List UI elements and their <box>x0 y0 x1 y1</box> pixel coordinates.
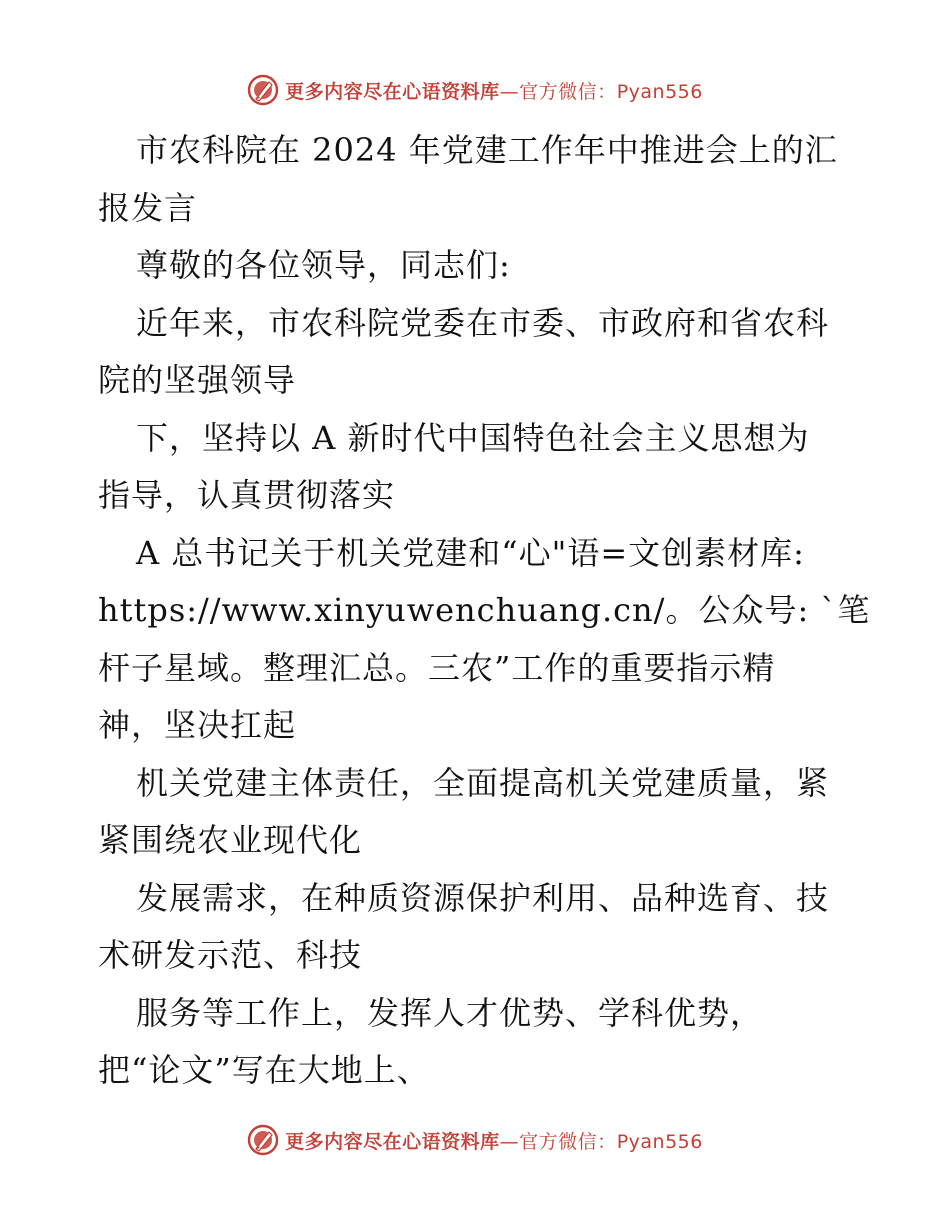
paragraph-line: 院的坚强领导 <box>98 361 297 399</box>
paragraph-line: 服务等工作上，发挥人才优势、学科优势， <box>136 993 764 1032</box>
watermark-label: 官方微信： <box>519 1130 617 1153</box>
watermark-text <box>285 77 703 104</box>
paragraph-line: 紧围绕农业现代化 <box>98 821 363 859</box>
pen-logo-icon <box>247 1124 279 1156</box>
paragraph-line: 把“论文”写在大地上、 <box>98 1051 430 1089</box>
paragraph-line: 下，坚持以 A 新时代中国特色社会主义思想为 <box>136 418 810 457</box>
footer-watermark-banner <box>0 1120 950 1160</box>
paragraph-line: 机关党建主体责任，全面提高机关党建质量，紧 <box>136 763 830 802</box>
document-title-line-2: 报发言 <box>98 188 198 227</box>
watermark-dash: — <box>499 80 520 103</box>
paragraph-line: 杆子星域。整理汇总。三农”工作的重要指示精 <box>98 648 776 687</box>
watermark-slogan: 更多内容尽在心语资料库 <box>285 80 500 103</box>
header-watermark-banner <box>0 70 950 110</box>
pen-logo-icon <box>247 74 279 106</box>
watermark-wechat-id: Pyan556 <box>616 1130 703 1153</box>
watermark-wechat-id: Pyan556 <box>616 80 703 103</box>
paragraph-line: 术研发示范、科技 <box>98 936 363 974</box>
paragraph-line: 指导，认真贯彻落实 <box>98 476 396 514</box>
watermark-slogan: 更多内容尽在心语资料库 <box>285 1130 500 1153</box>
document-body <box>98 122 871 1100</box>
paragraph-line: 发展需求，在种质资源保护利用、品种选育、技 <box>136 878 830 917</box>
salutation: 尊敬的各位领导，同志们: <box>136 246 511 284</box>
watermark-dash: — <box>499 1130 520 1153</box>
watermark-label: 官方微信： <box>519 80 617 103</box>
paragraph-line: A 总书记关于机关党建和“心"语=文创素材库: <box>136 533 805 572</box>
paragraph-line: 神，坚决扛起 <box>98 706 297 744</box>
document-title-line-1: 市农科院在 2024 年党建工作年中推进会上的汇 <box>136 131 838 169</box>
paragraph-line: https://www.xinyuwenchuang.cn/。公众号: `笔 <box>98 591 871 629</box>
watermark-text <box>285 1127 703 1154</box>
paragraph-line: 近年来，市农科院党委在市委、市政府和省农科 <box>136 303 830 342</box>
